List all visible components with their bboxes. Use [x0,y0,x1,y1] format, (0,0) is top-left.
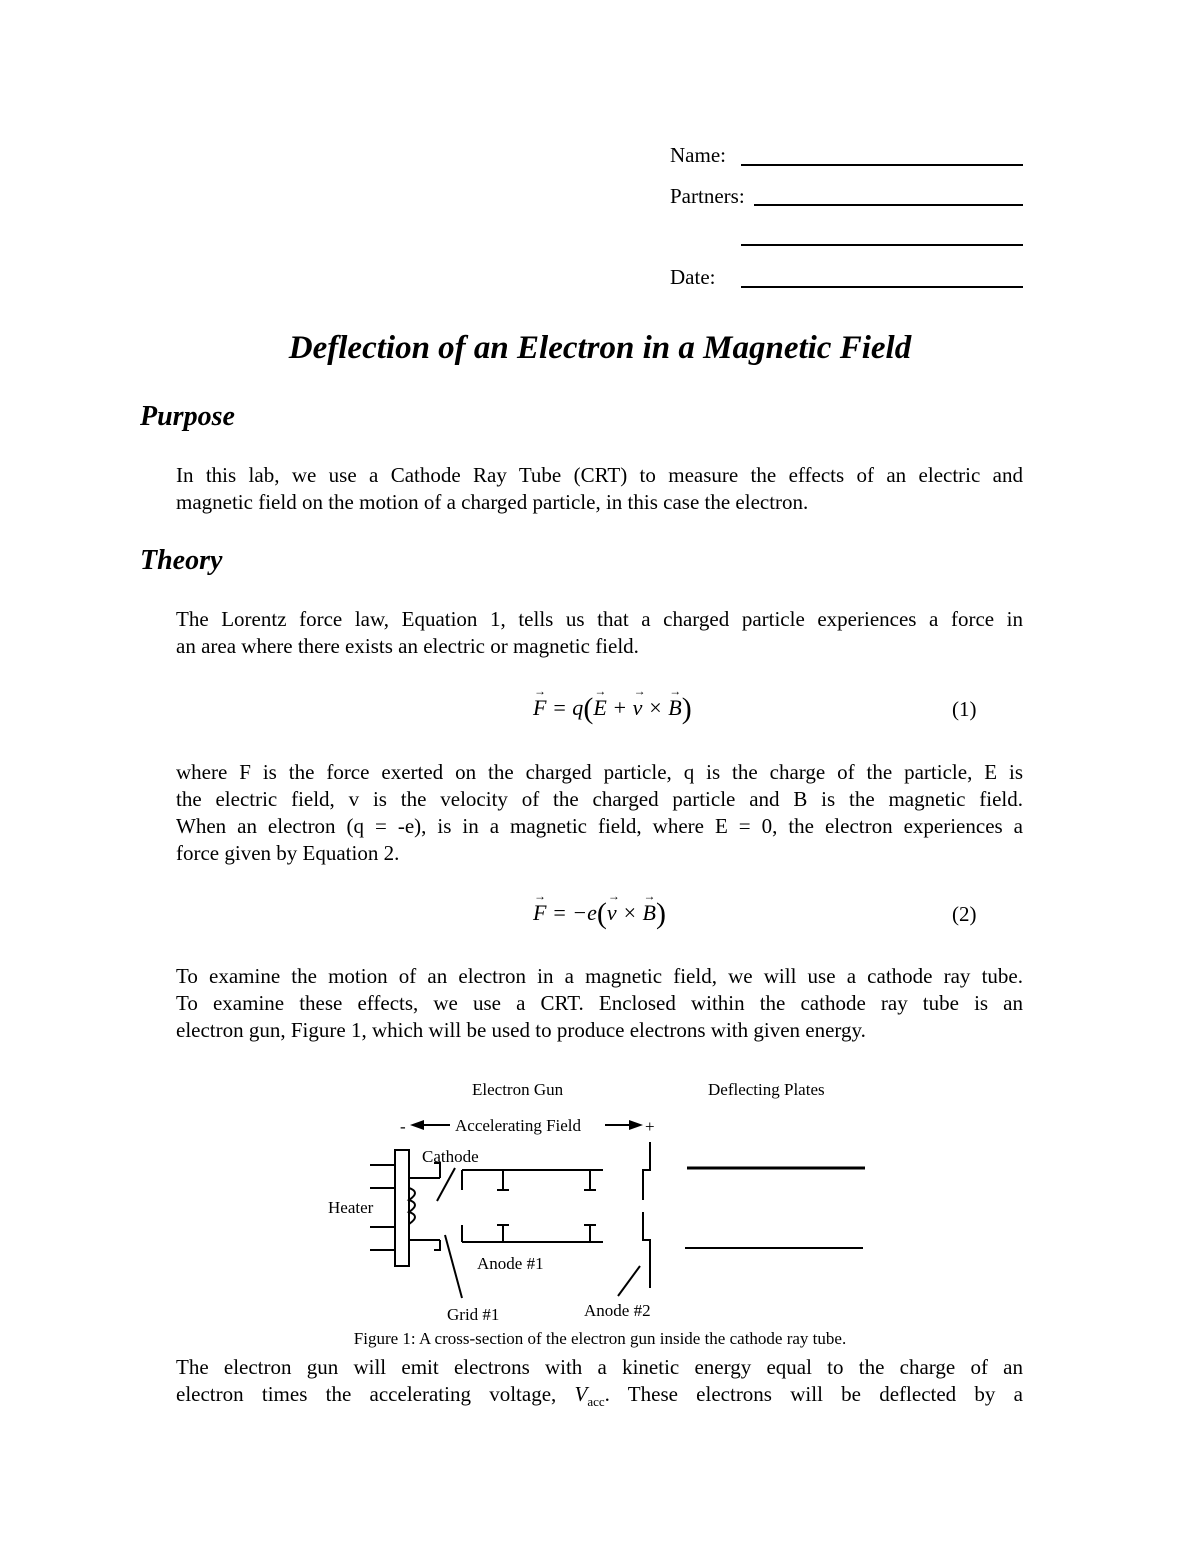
anode-1-tube [462,1170,603,1242]
theory-crt-line-3: electron gun, Figure 1, which will be used to produce electrons with given energy. [176,1018,866,1042]
heater-label: Heater [328,1198,374,1217]
purpose-line-1: In this lab, we use a Cathode Ray Tube (CRT) to measure the effects of an electric and [176,463,1023,487]
theory-crt-line-2: To examine these effects, we use a CRT. Enclosed within the cathode ray tube is an [176,991,1023,1015]
purpose-line-2: magnetic field on the motion of a charged particle, in this case the electron. [176,490,809,514]
date-label: Date: [670,265,716,289]
deflecting-plates [685,1168,865,1248]
theory-where-line-1: where F is the force exerted on the charged particle, q is the charge of the particle, E is [176,760,1023,784]
grid-1-pointer-line [445,1235,462,1298]
theory-crt-paragraph [176,963,1023,1044]
accelerating-field-left-arrow [410,1120,450,1130]
accelerating-field-label: Accelerating Field [455,1116,582,1135]
theory-where-line-4: force given by Equation 2. [176,841,400,865]
theory-heading: Theory [140,545,223,576]
equation-1: → F = q(→ E + → v × → B) [533,692,692,726]
anode-2-plate [643,1142,650,1288]
theory-intro-line-1: The Lorentz force law, Equation 1, tells us that a charged particle experiences a force in [176,607,1023,631]
partners-field-line-2[interactable] [741,244,1023,246]
purpose-paragraph [176,462,1023,516]
accelerating-field-right-arrow [605,1120,643,1130]
closing-line-2 [176,1381,1023,1415]
equation-2: → F = −e(→ v × → B) [533,897,666,931]
theory-where-line-2: the electric field, v is the velocity of the charged particle and B is the magnetic field. [176,787,1023,811]
purpose-heading: Purpose [140,401,235,432]
theory-where-line-3: When an electron (q = -e), is in a magnetic field, where E = 0, the electron experiences a [176,814,1023,838]
theory-intro-line-2: an area where there exists an electric or magnetic field. [176,634,639,658]
name-label: Name: [670,143,726,167]
anode-2-label: Anode #2 [584,1301,651,1320]
equation-2-number: (2) [952,902,977,926]
plus-label: + [645,1117,655,1136]
closing-line-2-start: electron times the accelerating voltage, [176,1382,557,1406]
grid-1-label: Grid #1 [447,1305,500,1324]
anode-1-label: Anode #1 [477,1254,544,1273]
deflecting-plates-label: Deflecting Plates [708,1080,825,1099]
equation-1-number: (1) [952,697,977,721]
closing-line-2-end: . These electrons will be deflected by a [604,1382,1023,1406]
closing-line-1: The electron gun will emit electrons with a kinetic energy equal to the charge of an [176,1355,1023,1379]
electron-gun-label: Electron Gun [472,1080,564,1099]
partners-label: Partners: [670,184,745,208]
grid-1-shape [434,1163,440,1250]
electron-gun-figure [300,1070,880,1330]
date-field-line[interactable] [741,286,1023,288]
name-field-line[interactable] [741,164,1023,166]
figure-1-caption: Figure 1: A cross-section of the electron gun inside the cathode ray tube. [353,1329,847,1348]
partners-field-line-1[interactable] [754,204,1023,206]
theory-crt-line-1: To examine the motion of an electron in a magnetic field, we will use a cathode ray tube. [176,964,1023,988]
theory-intro-paragraph [176,606,1023,660]
page-title: Deflection of an Electron in a Magnetic Field [288,330,912,366]
theory-where-paragraph [176,759,1023,867]
vacc-symbol: V [574,1382,588,1406]
closing-paragraph [176,1354,1023,1415]
anode-2-pointer-line [618,1266,640,1296]
minus-label: - [400,1117,406,1136]
heater-assembly [370,1150,440,1266]
cathode-label: Cathode [422,1147,479,1166]
vacc-subscript: acc [587,1394,605,1410]
